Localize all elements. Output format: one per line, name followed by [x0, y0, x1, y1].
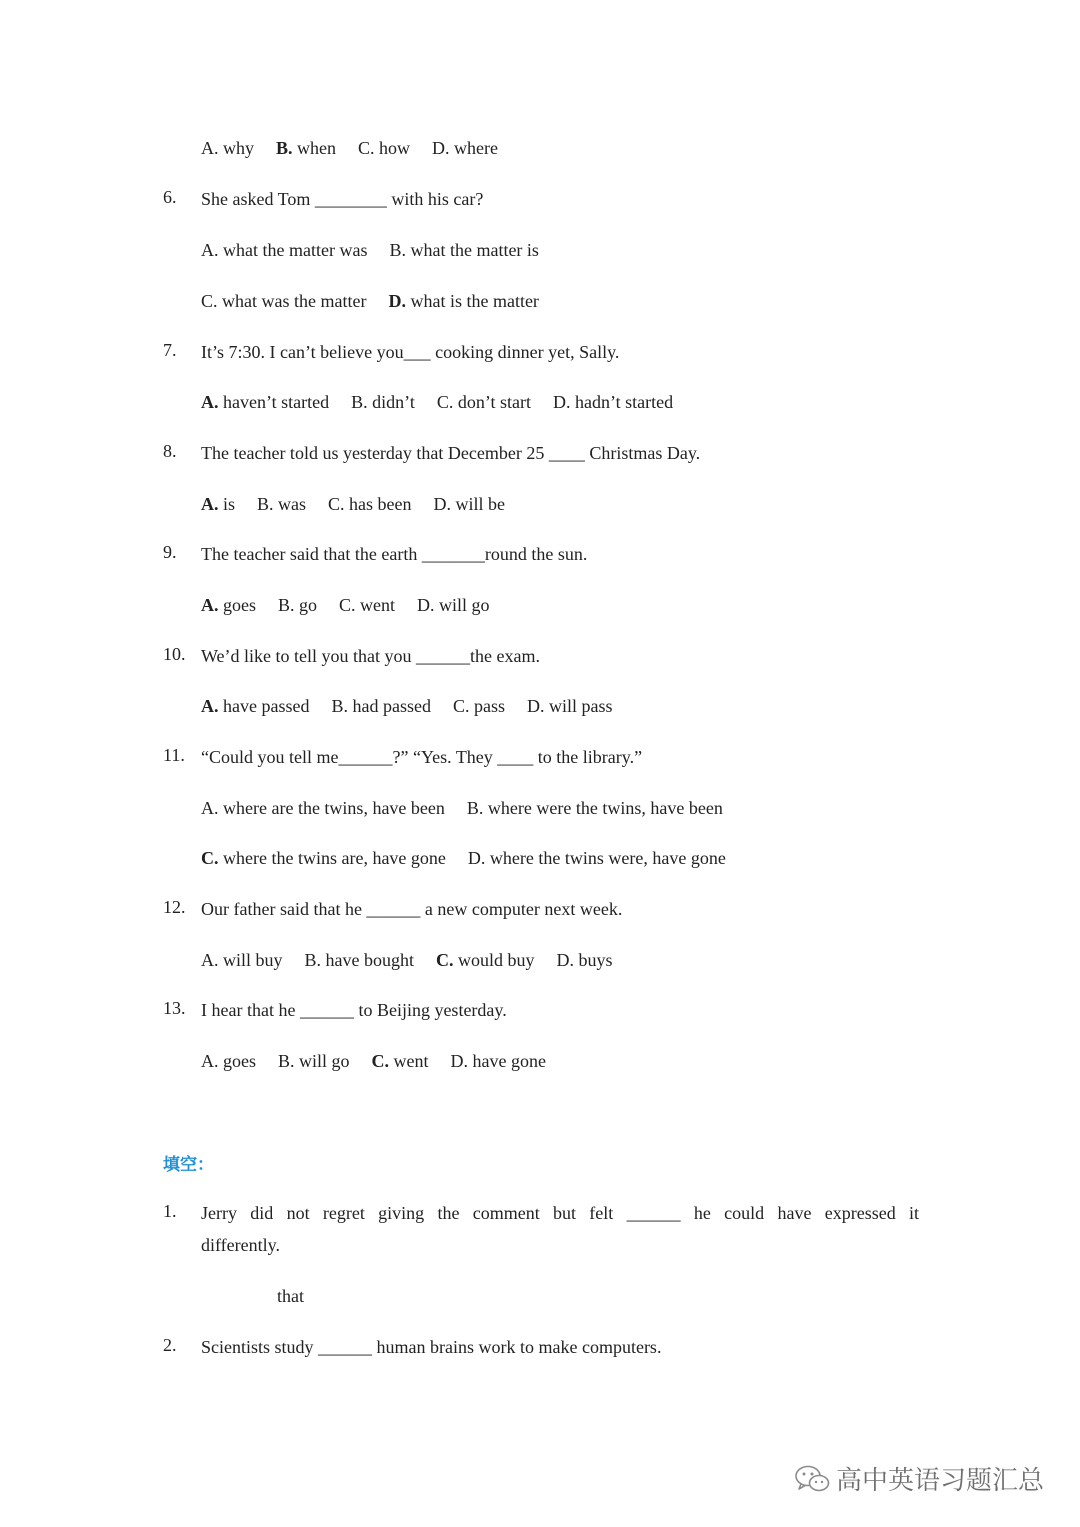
- option-label: D.: [417, 595, 435, 615]
- option-choice: [278, 593, 317, 617]
- option-label: A.: [201, 494, 219, 514]
- option-text: didn’t: [367, 392, 415, 412]
- option-text: what is the matter: [405, 291, 539, 311]
- option-choice: [201, 289, 366, 313]
- option-label: C.: [201, 291, 218, 311]
- option-label: A.: [201, 950, 219, 970]
- option-choice: [201, 390, 329, 414]
- option-choice: [201, 492, 235, 516]
- option-label: C.: [371, 1051, 390, 1071]
- option-text: would buy: [453, 950, 535, 970]
- option-choice: [468, 846, 726, 870]
- option-text: is: [218, 494, 236, 514]
- q5-options: [201, 136, 498, 160]
- option-label: C.: [436, 392, 454, 412]
- option-label: B.: [257, 494, 274, 514]
- q12-options: [201, 948, 613, 972]
- option-label: A.: [201, 696, 219, 716]
- option-choice: [201, 846, 446, 870]
- option-choice: [437, 390, 531, 414]
- option-label: C.: [339, 595, 356, 615]
- option-label: D.: [388, 291, 406, 311]
- q6-options-row1: [201, 238, 539, 262]
- option-choice: [389, 238, 538, 262]
- option-choice: [201, 796, 445, 820]
- option-text: have gone: [468, 1051, 546, 1071]
- option-text: what the matter is: [405, 240, 539, 260]
- option-choice: [201, 948, 283, 972]
- option-label: B.: [278, 1051, 295, 1071]
- option-text: don’t start: [453, 392, 532, 412]
- q9-stem: The teacher said that the earth _______round the sun.: [201, 544, 588, 564]
- option-label: A.: [201, 392, 219, 412]
- option-text: will go: [434, 595, 490, 615]
- option-choice: [436, 948, 535, 972]
- option-choice: [553, 390, 673, 414]
- option-choice: [453, 694, 505, 718]
- option-label: A.: [201, 595, 219, 615]
- fill-1-line2: differently.: [201, 1235, 280, 1255]
- option-label: A.: [201, 798, 219, 818]
- option-choice: [201, 694, 309, 718]
- q10-stem: We’d like to tell you that you ______the exam.: [201, 646, 540, 666]
- option-text: where the twins are, have gone: [218, 848, 446, 868]
- q10-number: 10.: [163, 644, 186, 664]
- q12-number: 12.: [163, 897, 186, 917]
- option-text: had passed: [347, 696, 431, 716]
- option-label: A.: [201, 240, 219, 260]
- option-choice: [257, 492, 306, 516]
- option-label: C.: [452, 696, 470, 716]
- q7-options: [201, 390, 673, 414]
- option-choice: [201, 593, 256, 617]
- option-label: B.: [331, 696, 348, 716]
- q9-number: 9.: [163, 542, 177, 562]
- option-label: D.: [526, 696, 545, 716]
- q6-number: 6.: [163, 187, 177, 207]
- option-choice: [351, 390, 415, 414]
- option-choice: [201, 1049, 256, 1073]
- option-text: where the twins were, have gone: [485, 848, 726, 868]
- option-text: will be: [451, 494, 506, 514]
- q11-stem: “Could you tell me______?” “Yes. They ____ to the library.”: [201, 747, 643, 767]
- option-choice: [434, 492, 506, 516]
- watermark: [794, 1460, 1044, 1497]
- option-choice: [331, 694, 431, 718]
- option-choice: [417, 593, 490, 617]
- q8-number: 8.: [163, 441, 177, 461]
- option-text: have passed: [218, 696, 310, 716]
- option-text: hadn’t started: [570, 392, 674, 412]
- fill-1-line1: Jerry did not regret giving the comment but felt ______ he could have expressed it: [201, 1203, 919, 1223]
- option-text: will go: [294, 1051, 350, 1071]
- option-text: buys: [574, 950, 613, 970]
- option-label: D.: [432, 138, 450, 158]
- wechat-icon: [794, 1464, 830, 1494]
- q13-stem: I hear that he ______ to Beijing yesterday.: [201, 1000, 507, 1020]
- fill-2-number: 2.: [163, 1335, 177, 1355]
- q12-stem: Our father said that he ______ a new computer next week.: [201, 899, 623, 919]
- option-choice: [339, 593, 395, 617]
- option-choice: [388, 289, 538, 313]
- option-text: when: [292, 138, 337, 158]
- watermark-text: 高中英语习题汇总: [835, 1466, 1044, 1496]
- option-text: has been: [344, 494, 412, 514]
- q13-number: 13.: [163, 998, 186, 1018]
- option-text: why: [218, 138, 254, 158]
- option-text: where: [449, 138, 499, 158]
- option-text: where were the twins, have been: [483, 798, 723, 818]
- option-choice: [557, 948, 613, 972]
- fill-2-line1: Scientists study ______ human brains work to make computers.: [201, 1337, 662, 1357]
- option-text: go: [294, 595, 318, 615]
- option-text: where are the twins, have been: [218, 798, 445, 818]
- option-label: D.: [556, 950, 575, 970]
- option-label: A.: [201, 138, 219, 158]
- fill-section-heading: 填空：: [163, 1155, 214, 1175]
- option-label: A.: [201, 1051, 219, 1071]
- option-choice: [527, 694, 613, 718]
- q11-options-row1: [201, 796, 723, 820]
- option-text: will pass: [544, 696, 613, 716]
- option-label: B.: [351, 392, 368, 412]
- option-label: B.: [276, 138, 293, 158]
- option-label: D.: [450, 1051, 469, 1071]
- q7-number: 7.: [163, 340, 177, 360]
- option-label: C.: [201, 848, 219, 868]
- q6-options-row2: [201, 289, 539, 313]
- q11-options-row2: [201, 846, 726, 870]
- option-label: B.: [278, 595, 295, 615]
- option-label: D.: [467, 848, 486, 868]
- option-choice: [305, 948, 415, 972]
- option-choice: [328, 492, 412, 516]
- option-text: have bought: [321, 950, 415, 970]
- q7-stem: It’s 7:30. I can’t believe you___ cooking dinner yet, Sally.: [201, 342, 620, 362]
- option-choice: [432, 136, 498, 160]
- option-choice: [451, 1049, 546, 1073]
- option-text: went: [355, 595, 396, 615]
- q11-number: 11.: [163, 745, 185, 765]
- option-label: D.: [433, 494, 452, 514]
- q9-options: [201, 593, 490, 617]
- option-text: what the matter was: [218, 240, 368, 260]
- option-label: B.: [466, 798, 484, 818]
- option-choice: [201, 238, 367, 262]
- option-choice: [276, 136, 336, 160]
- q13-options: [201, 1049, 546, 1073]
- option-choice: [467, 796, 723, 820]
- option-label: B.: [304, 950, 322, 970]
- option-label: B.: [389, 240, 406, 260]
- q8-options: [201, 492, 505, 516]
- option-text: haven’t started: [218, 392, 330, 412]
- option-text: pass: [469, 696, 505, 716]
- option-choice: [278, 1049, 350, 1073]
- option-text: goes: [218, 595, 256, 615]
- option-text: how: [374, 138, 411, 158]
- option-text: will buy: [218, 950, 283, 970]
- fill-1-answer: that: [277, 1286, 304, 1306]
- option-label: C.: [358, 138, 375, 158]
- option-text: was: [273, 494, 307, 514]
- q6-stem: She asked Tom ________ with his car?: [201, 189, 484, 209]
- option-label: C.: [436, 950, 454, 970]
- option-text: went: [389, 1051, 429, 1071]
- option-text: goes: [218, 1051, 256, 1071]
- q10-options: [201, 694, 613, 718]
- option-text: what was the matter: [217, 291, 367, 311]
- option-label: D.: [553, 392, 571, 412]
- option-choice: [201, 136, 254, 160]
- option-choice: [358, 136, 410, 160]
- fill-1-number: 1.: [163, 1201, 177, 1221]
- option-label: C.: [328, 494, 345, 514]
- option-choice: [372, 1049, 429, 1073]
- q8-stem: The teacher told us yesterday that December 25 ____ Christmas Day.: [201, 443, 701, 463]
